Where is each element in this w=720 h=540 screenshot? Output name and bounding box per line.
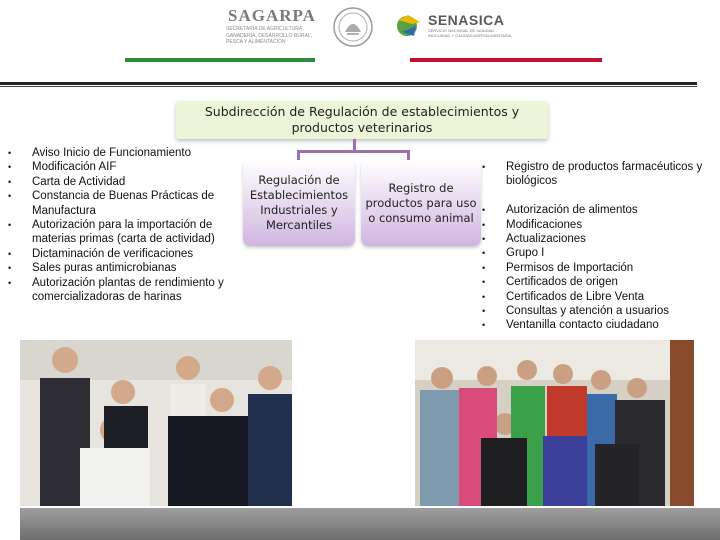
sagarpa-subtitle: SECRETARÍA DE AGRICULTURA, GANADERÍA, DESARROLLO RURAL, PESCA Y ALIMENTACIÓN bbox=[226, 26, 313, 45]
list-item: • Constancia de Buenas Prácticas de Manufactura bbox=[4, 189, 226, 218]
list-item: • Autorización plantas de rendimiento y comercializadoras de harinas bbox=[4, 276, 226, 305]
list-item: • Sales puras antimicrobianas bbox=[4, 261, 226, 275]
page-title: Subdirección de Regulación de establecimientos y productos veterinarios bbox=[176, 101, 548, 139]
team-photo-left bbox=[20, 340, 292, 506]
footer-bar bbox=[20, 508, 720, 540]
list-item: • Consultas y atención a usuarios bbox=[478, 304, 718, 318]
list-item: • Aviso Inicio de Funcionamiento bbox=[4, 146, 226, 160]
header-divider-thin bbox=[0, 86, 697, 87]
list-item: • Autorización de alimentos bbox=[478, 203, 718, 217]
list-item: • Carta de Actividad bbox=[4, 175, 226, 189]
team-photo-right bbox=[415, 340, 694, 506]
org-box-establecimientos: Regulación de Establecimientos Industriales y Mercantiles bbox=[243, 160, 355, 246]
senasica-subtitle: SERVICIO NACIONAL DE SANIDAD, INOCUIDAD Y CALIDAD AGROALIMENTARIA bbox=[428, 28, 512, 38]
senasica-logo-icon bbox=[394, 12, 424, 40]
list-item: • Grupo I bbox=[478, 246, 718, 260]
senasica-logo: SENASICA bbox=[428, 12, 505, 28]
header-divider bbox=[0, 82, 697, 85]
sagarpa-logo: SAGARPA bbox=[228, 6, 316, 25]
list-item: • Certificados de Libre Venta bbox=[478, 290, 718, 304]
list-item: • Modificación AIF bbox=[4, 160, 226, 174]
list-item: • Dictaminación de verificaciones bbox=[4, 247, 226, 261]
red-accent-bar bbox=[410, 58, 602, 62]
org-connector bbox=[297, 150, 300, 160]
productos-services-list bbox=[478, 160, 718, 333]
establecimientos-services-list bbox=[4, 146, 226, 304]
green-accent-bar bbox=[125, 58, 315, 62]
org-connector bbox=[407, 150, 410, 160]
list-item: • Ventanilla contacto ciudadano bbox=[478, 318, 718, 332]
list-item: • Permisos de Importación bbox=[478, 261, 718, 275]
national-seal-icon bbox=[332, 6, 374, 48]
list-item: • Autorización para la importación de materias primas (carta de actividad) bbox=[4, 218, 226, 247]
org-box-productos: Registro de productos para uso o consumo animal bbox=[361, 160, 481, 246]
org-connector bbox=[297, 150, 410, 153]
list-item: • Registro de productos farmacéuticos y biológicos bbox=[478, 160, 718, 189]
list-item: • Certificados de origen bbox=[478, 275, 718, 289]
list-item: • Actualizaciones bbox=[478, 232, 718, 246]
list-item: • Modificaciones bbox=[478, 218, 718, 232]
